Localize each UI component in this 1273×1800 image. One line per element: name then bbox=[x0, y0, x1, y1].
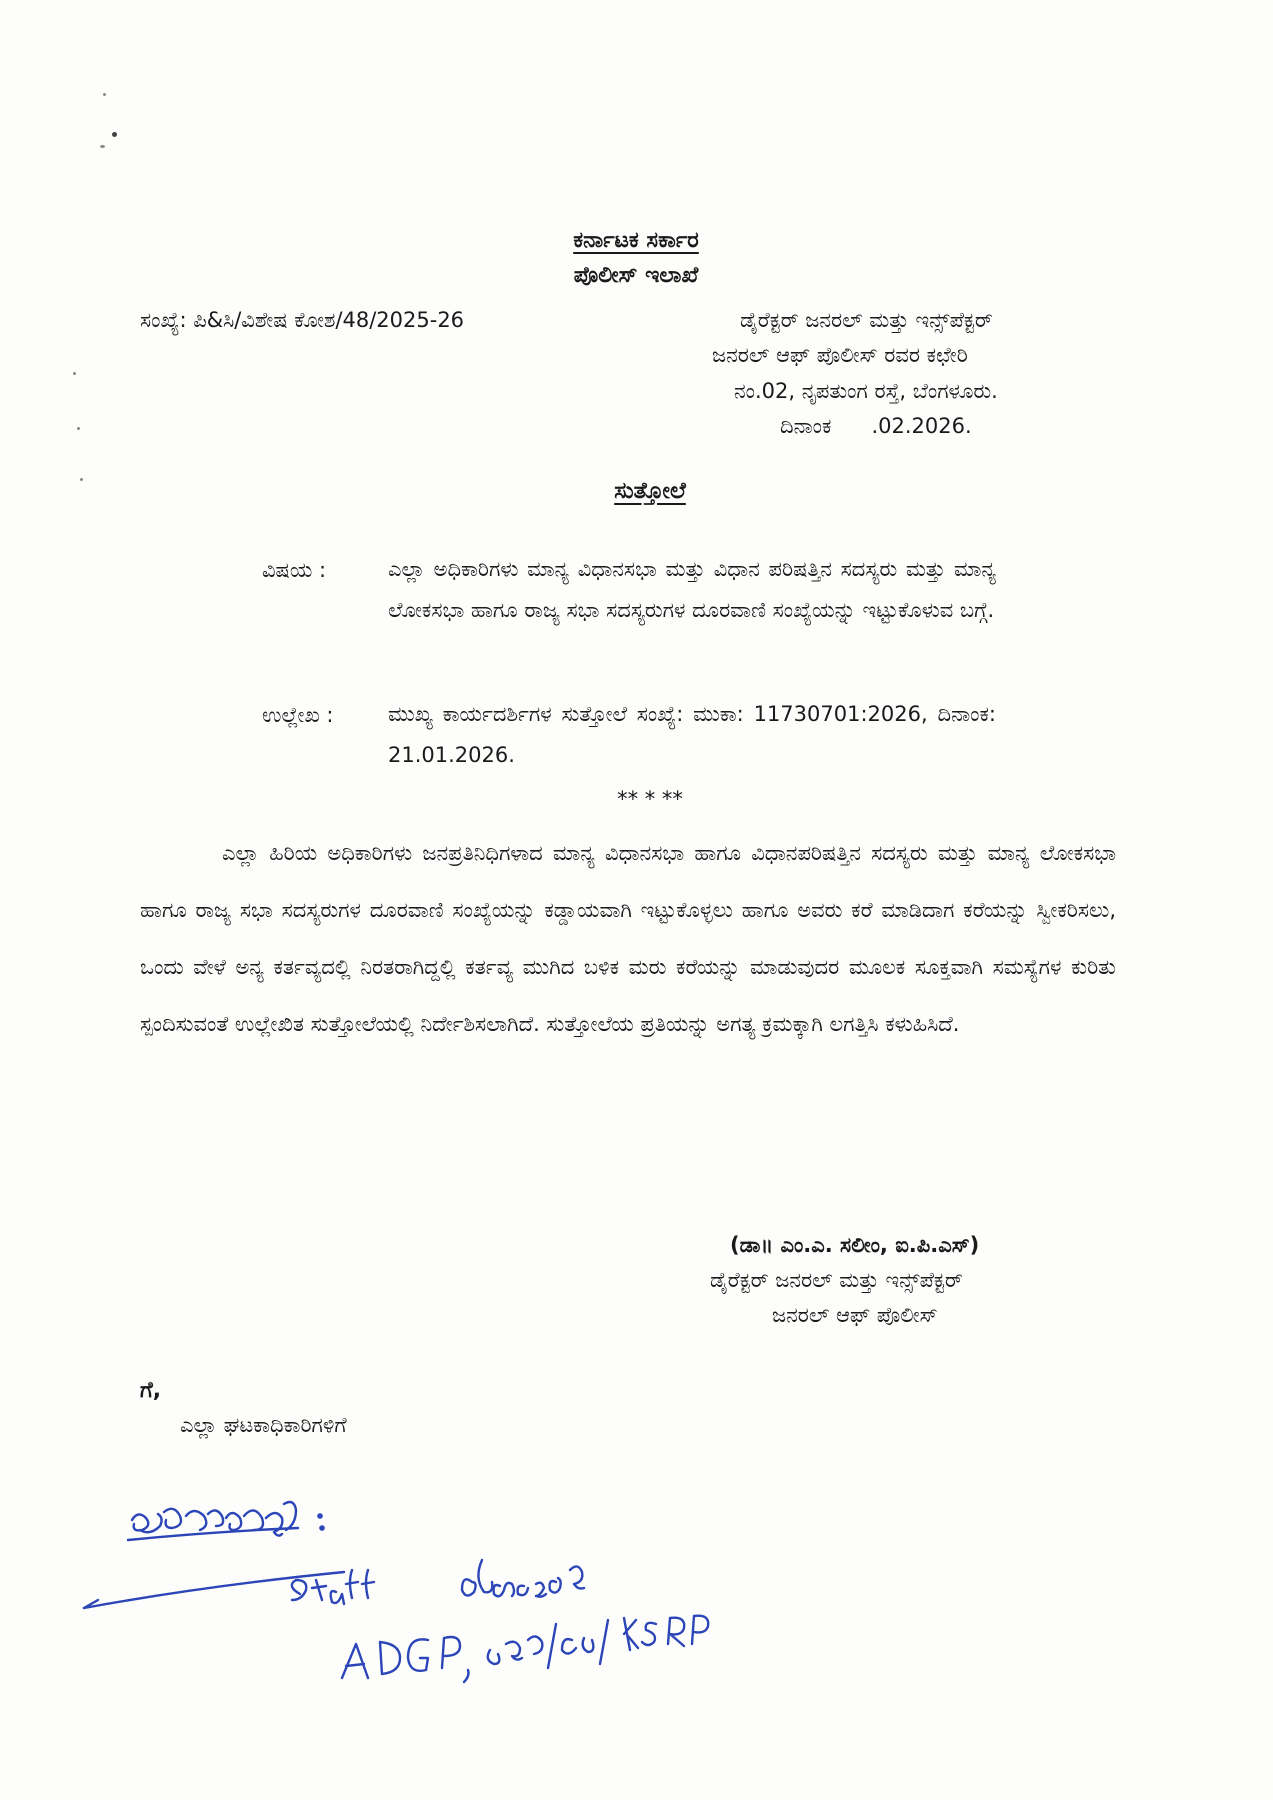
handwriting-line2 bbox=[292, 1560, 584, 1604]
scan-speck bbox=[80, 478, 83, 481]
handwriting-line1 bbox=[128, 1502, 324, 1540]
subject-text: ಎಲ್ಲಾ ಅಧಿಕಾರಿಗಳು ಮಾನ್ಯ ವಿಧಾನಸಭಾ ಮತ್ತು ವಿಧಾನ ಪರಿಷತ್ತಿನ ಸದಸ್ಯರು ಮತ್ತು ಮಾನ್ಯ ಲೋಕಸಭಾ ಹಾಗೂ ರಾಜ್ಯ ಸಭಾ ಸದಸ್ಯರುಗಳ ದೂರವಾಣಿ ಸಂಖ್ಯೆಯನ್ನು ಇಟ್ಟುಕೊಳುವ ಬಗ್ಗೆ. bbox=[388, 557, 996, 622]
handwriting-line3 bbox=[342, 1616, 708, 1682]
reference-text: ಮುಖ್ಯ ಕಾರ್ಯದರ್ಶಿಗಳ ಸುತ್ತೋಲೆ ಸಂಖ್ಯೆ: ಮುಕಾ: 11730701:2026, ದಿನಾಂಕ: 21.01.2026. bbox=[388, 702, 996, 767]
government-name: ಕರ್ನಾಟಕ ಸರ್ಕಾರ bbox=[573, 228, 699, 253]
document-title bbox=[450, 478, 850, 504]
reference-number: ಸಂಖ್ಯೆ: ಪಿ&ಸಿ/ವಿಶೇಷ ಕೋಶ/48/2025-26 bbox=[140, 308, 465, 332]
handwritten-annotation bbox=[80, 1490, 980, 1710]
signatory-name: (ಡಾ॥ ಎಂ.ಎ. ಸಲೀಂ, ಐ.ಪಿ.ಎಸ್) bbox=[730, 1233, 980, 1257]
office-address-line2: ಜನರಲ್ ಆಫ್ ಪೊಲೀಸ್ ರವರ ಕಛೇರಿ bbox=[712, 343, 968, 367]
office-date: ದಿನಾಂಕ .02.2026. bbox=[780, 414, 972, 438]
section-separator: ** * ** bbox=[617, 787, 683, 811]
signatory-title-line1: ಡೈರೆಕ್ಟರ್ ಜನರಲ್ ಮತ್ತು ಇನ್ಸ್‌ಪೆಕ್ಟರ್ bbox=[710, 1268, 963, 1292]
recipients: ಎಲ್ಲಾ ಘಟಕಾಧಿಕಾರಿಗಳಿಗೆ bbox=[180, 1413, 347, 1437]
scan-speck bbox=[77, 427, 80, 430]
document-title-text: ಸುತ್ತೋಲೆ bbox=[614, 478, 686, 504]
reference-label: ಉಲ್ಲೇಖ : bbox=[262, 703, 334, 727]
subject-label: ವಿಷಯ : bbox=[262, 558, 327, 582]
department-heading: ಪೊಲೀಸ್ ಇಲಾಖೆ bbox=[573, 263, 699, 288]
scan-speck bbox=[73, 372, 76, 375]
to-label: ಗೆ, bbox=[140, 1378, 162, 1403]
office-address-line1: ಡೈರೆಕ್ಟರ್ ಜನರಲ್ ಮತ್ತು ಇನ್ಸ್‌ಪೆಕ್ಟರ್ bbox=[740, 308, 993, 332]
scan-speck bbox=[112, 132, 117, 137]
body-paragraph: ಎಲ್ಲಾ ಹಿರಿಯ ಅಧಿಕಾರಿಗಳು ಜನಪ್ರತಿನಿಧಿಗಳಾದ ಮಾನ್ಯ ವಿಧಾನಸಭಾ ಹಾಗೂ ವಿಧಾನಪರಿಷತ್ತಿನ ಸದಸ್ಯರು ಮತ್ತು ಮಾನ್ಯ ಲೋಕಸಭಾ ಹಾಗೂ ರಾಜ್ಯ ಸಭಾ ಸದಸ್ಯರುಗಳ ದೂರವಾಣಿ ಸಂಖ್ಯೆಯನ್ನು ಕಡ್ಡಾಯವಾಗಿ ಇಟ್ಟುಕೊಳ್ಳಲು ಹಾಗೂ ಅವರು ಕರೆ ಮಾಡಿದಾಗ ಕರೆಯನ್ನು ಸ್ವೀಕರಿಸಲು, ಒಂದು ವೇಳೆ ಅನ್ಯ ಕರ್ತವ್ಯದಲ್ಲಿ ನಿರತರಾಗಿದ್ದಲ್ಲಿ ಕರ್ತವ್ಯ ಮುಗಿದ ಬಳಿಕ ಮರು ಕರೆಯನ್ನು ಮಾಡುವುದರ ಮೂಲಕ ಸೂಕ್ತವಾಗಿ ಸಮಸ್ಯೆಗಳ ಕುರಿತು ಸ್ಪಂದಿಸುವಂತೆ ಉಲ್ಲೇಖಿತ ಸುತ್ತೋಲೆಯಲ್ಲಿ ನಿರ್ದೇಶಿಸಲಾಗಿದೆ. ಸುತ್ತೋಲೆಯ ಪ್ರತಿಯನ್ನು ಅಗತ್ಯ ಕ್ರಮಕ್ಕಾಗಿ ಲಗತ್ತಿಸಿ ಕಳುಹಿಸಿದೆ. bbox=[140, 841, 1116, 1036]
scan-speck bbox=[100, 145, 105, 148]
signatory-title-line2: ಜನರಲ್ ಆಫ್ ಪೊಲೀಸ್ bbox=[772, 1303, 938, 1327]
office-address-line3: ನಂ.02, ನೃಪತುಂಗ ರಸ್ತೆ, ಬೆಂಗಳೂರು. bbox=[734, 379, 998, 403]
scan-speck bbox=[103, 93, 106, 96]
government-heading bbox=[436, 228, 836, 253]
